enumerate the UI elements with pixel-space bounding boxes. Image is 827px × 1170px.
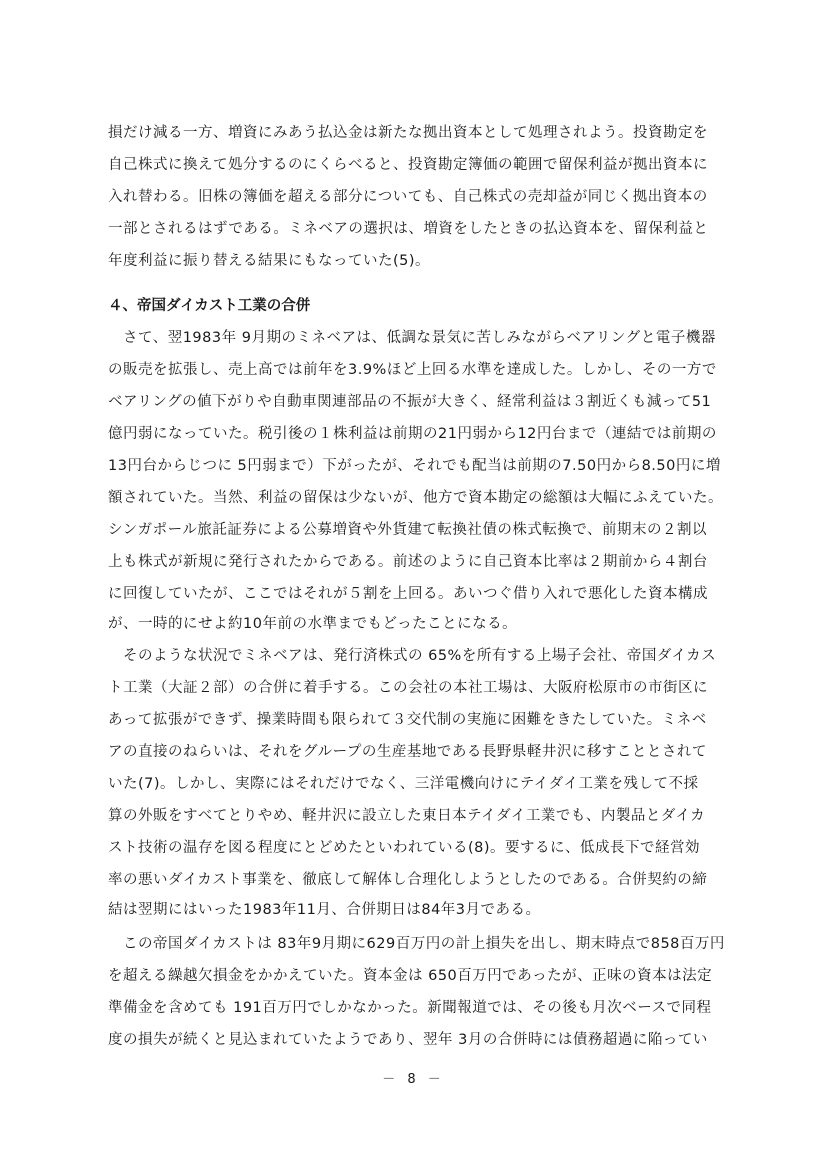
text-line: 準備金を含めても 191百万円でしかなかった。新聞報道では、その後も月次ベースで同程 bbox=[108, 1000, 712, 1016]
text-line: 年度利益に振り替える結果にもなっていた(5)。 bbox=[108, 253, 431, 269]
text-line: に回復していたが、ここではそれが５割を上回る。あいつぐ借り入れで悪化した資本構成 bbox=[108, 586, 708, 602]
text-line: 入れ替わる。旧株の簿価を超える部分についても、自己株式の売却益が同じく拠出資本の bbox=[108, 189, 708, 205]
text-line: そのような状況でミネベアは、発行済株式の 65%を所有する上場子会社、帝国ダイカス bbox=[108, 648, 717, 664]
text-line: シンガポール旅託証券による公募増資や外貨建て転換社債の株式転換で、前期末の２割以 bbox=[108, 522, 708, 538]
page-number: － 8 － bbox=[382, 1072, 445, 1087]
text-line: アの直接のねらいは、それをグループの生産基地である長野県軽井沢に移すこととされて bbox=[108, 744, 707, 760]
text-line: いた(7)。しかし、実際にはそれだけでなく、三洋電機向けにテイダイ工業を残して不採 bbox=[108, 776, 699, 792]
text-line: ベアリングの値下がりや自動車関連部品の不振が大きく、経常利益は３割近くも減って51 bbox=[108, 394, 712, 410]
text-line: この帝国ダイカストは 83年9月期に629百万円の計上損失を出し、期末時点で858百万円 bbox=[108, 936, 725, 952]
text-line: 上も株式が新規に発行されたからである。前述のように自己資本比率は２期前から４割台 bbox=[108, 554, 708, 570]
section-heading: ４、帝国ダイカスト工業の合併 bbox=[108, 298, 311, 314]
text-line: 度の損失が続くと見込まれていたようであり、翌年 3月の合併時には債務超過に陥ってい bbox=[108, 1032, 708, 1048]
text-line: 損だけ減る一方、増資にみあう払込金は新たな拠出資本として処理されよう。投資勘定を bbox=[108, 125, 708, 141]
text-line: 一部とされるはずである。ミネベアの選択は、増資をしたときの払込資本を、留保利益と bbox=[108, 221, 709, 237]
text-line: 13円台からじつに 5円弱まで）下がったが、それでも配当は前期の7.50円から8.50円に増 bbox=[108, 458, 721, 474]
text-line: あって拡張ができず、操業時間も限られて３交代制の実施に困難をきたしていた。ミネベ bbox=[108, 712, 707, 728]
text-line: 算の外販をすべてとりやめ、軽井沢に設立した東日本テイダイ工業でも、内製品とダイカ bbox=[108, 808, 706, 824]
text-line: 億円弱になっていた。税引後の１株利益は前期の21円弱から12円台まで（連結では前期の bbox=[108, 426, 717, 442]
text-line: 結は翌期にはいった1983年11月、合併期日は84年3月である。 bbox=[108, 902, 541, 918]
text-line: ト工業（大証２部）の合併に着手する。この会社の本社工場は、大阪府松原市の市街区に bbox=[108, 680, 708, 696]
text-line: を超える繰越欠損金をかかえていた。資本金は 650百万円であったが、正味の資本は法定 bbox=[108, 968, 713, 984]
text-line: 率の悪いダイカスト事業を、徹底して解体し合理化しようとしたのである。合併契約の締 bbox=[108, 872, 708, 888]
text-line: さて、翌1983年 9月期のミネベアは、低調な景気に苦しみながらベアリングと電子機器 bbox=[108, 330, 716, 346]
text-line: が、一時的にせよ約10年前の水準までもどったことになる。 bbox=[108, 616, 518, 632]
text-line: 額されていた。当然、利益の留保は少ないが、他方で資本勘定の総額は大幅にふえていた。 bbox=[108, 490, 723, 506]
text-line: 自己株式に換えて処分するのにくらべると、投資勘定簿価の範囲で留保利益が拠出資本に bbox=[108, 157, 708, 173]
text-line: の販売を拡張し、売上高では前年を3.9%ほど上回る水準を達成した。しかし、その一方で bbox=[108, 362, 717, 378]
text-line: スト技術の温存を図る程度にとどめたといわれている(8)。要するに、低成長下で経営効 bbox=[108, 840, 701, 856]
